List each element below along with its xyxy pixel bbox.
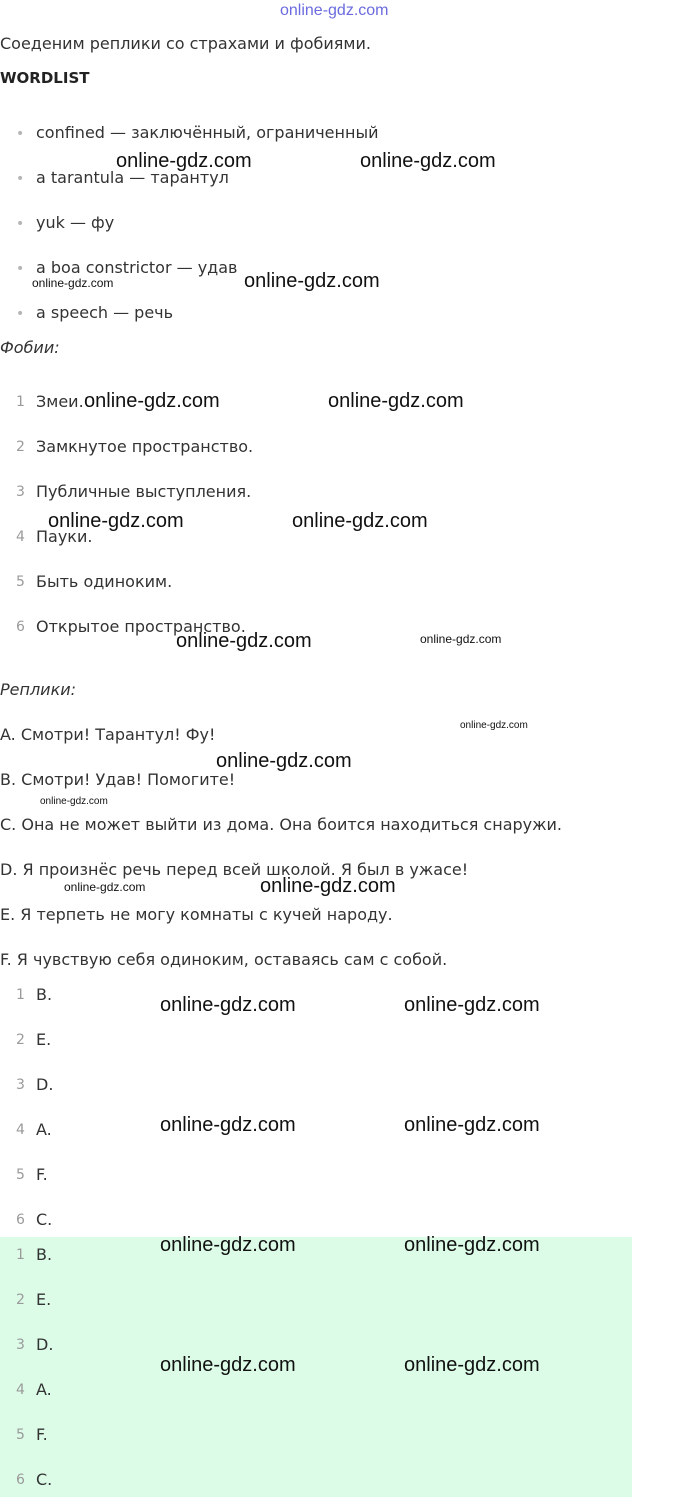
answer-text: A. <box>36 1380 52 1399</box>
item-number: 5 <box>16 1167 25 1183</box>
watermark: online-gdz.com <box>244 270 380 292</box>
item-number: 3 <box>16 1337 25 1353</box>
intro-text: Соеденим реплики со страхами и фобиями. <box>0 34 371 53</box>
answer-text: C. <box>36 1210 53 1229</box>
watermark: online-gdz.com <box>176 630 312 652</box>
answer-text: F. <box>36 1165 48 1184</box>
phobia-text: Публичные выступления. <box>36 482 252 501</box>
watermark: online-gdz.com <box>404 1354 540 1376</box>
bullet-icon: • <box>16 171 25 187</box>
watermark: online-gdz.com <box>260 875 396 897</box>
item-number: 1 <box>16 394 25 410</box>
answer-text: D. <box>36 1075 54 1094</box>
watermark: online-gdz.com <box>40 796 108 807</box>
reply-c: C. Она не может выйти из дома. Она боится находиться снаружи. <box>0 815 563 834</box>
item-number: 3 <box>16 1077 25 1093</box>
answer-text: E. <box>36 1290 52 1309</box>
reply-b: B. Смотри! Удав! Помогите! <box>0 770 236 789</box>
item-number: 6 <box>16 1472 25 1488</box>
watermark: online-gdz.com <box>404 994 540 1016</box>
reply-d: D. Я произнёс речь перед всей школой. Я был в ужасе! <box>0 860 469 879</box>
reply-f: F. Я чувствую себя одиноким, оставаясь сам с собой. <box>0 950 448 969</box>
item-number: 1 <box>16 1247 25 1263</box>
watermark: online-gdz.com <box>328 390 464 412</box>
item-number: 2 <box>16 1292 25 1308</box>
watermark: online-gdz.com <box>160 1114 296 1136</box>
watermark-top: online-gdz.com <box>280 2 389 19</box>
wordlist-item-text: yuk — фу <box>36 213 115 232</box>
reply-a: A. Смотри! Тарантул! Фу! <box>0 725 216 744</box>
phobia-text: Замкнутое пространство. <box>36 437 254 456</box>
wordlist-item-text: a tarantula — тарантул <box>36 168 229 187</box>
watermark: online-gdz.com <box>48 510 184 532</box>
item-number: 4 <box>16 1122 25 1138</box>
phobia-text: Открытое пространство. <box>36 617 246 636</box>
watermark: online-gdz.com <box>460 720 528 731</box>
answer-text: C. <box>36 1470 53 1489</box>
bullet-icon: • <box>16 306 25 322</box>
phobia-text: Быть одиноким. <box>36 572 173 591</box>
watermark: online-gdz.com <box>64 880 146 894</box>
answer-text: F. <box>36 1425 48 1444</box>
watermark: online-gdz.com <box>116 150 252 172</box>
answer-text: D. <box>36 1335 54 1354</box>
phobias-label: Фобии: <box>0 338 60 357</box>
item-number: 4 <box>16 529 25 545</box>
wordlist-item-text: a boa constrictor — удав <box>36 258 238 277</box>
watermark: online-gdz.com <box>160 1234 296 1256</box>
item-number: 1 <box>16 987 25 1003</box>
watermark: online-gdz.com <box>404 1234 540 1256</box>
watermark: online-gdz.com <box>404 1114 540 1136</box>
item-number: 2 <box>16 1032 25 1048</box>
answer-text: E. <box>36 1030 52 1049</box>
watermark: online-gdz.com <box>420 632 502 646</box>
watermark: online-gdz.com <box>84 390 220 412</box>
item-number: 6 <box>16 1212 25 1228</box>
bullet-icon: • <box>16 216 25 232</box>
answer-text: A. <box>36 1120 52 1139</box>
item-number: 3 <box>16 484 25 500</box>
watermark: online-gdz.com <box>160 1354 296 1376</box>
item-number: 4 <box>16 1382 25 1398</box>
watermark: online-gdz.com <box>32 276 114 290</box>
watermark: online-gdz.com <box>292 510 428 532</box>
wordlist-item-text: confined — заключённый, ограниченный <box>36 123 379 142</box>
bullet-icon: • <box>16 261 25 277</box>
item-number: 6 <box>16 619 25 635</box>
bullet-icon: • <box>16 126 25 142</box>
answer-text: B. <box>36 1245 53 1264</box>
phobia-text: Змеи. <box>36 392 84 411</box>
item-number: 5 <box>16 1427 25 1443</box>
item-number: 5 <box>16 574 25 590</box>
watermark: online-gdz.com <box>360 150 496 172</box>
reply-e: E. Я терпеть не могу комнаты с кучей народу. <box>0 905 393 924</box>
answer-text: B. <box>36 985 53 1004</box>
watermark: online-gdz.com <box>160 994 296 1016</box>
wordlist-item-text: a speech — речь <box>36 303 174 322</box>
wordlist-heading: WORDLIST <box>0 69 90 87</box>
watermark: online-gdz.com <box>216 750 352 772</box>
phobia-text: Пауки. <box>36 527 93 546</box>
item-number: 2 <box>16 439 25 455</box>
replies-label: Реплики: <box>0 680 77 699</box>
